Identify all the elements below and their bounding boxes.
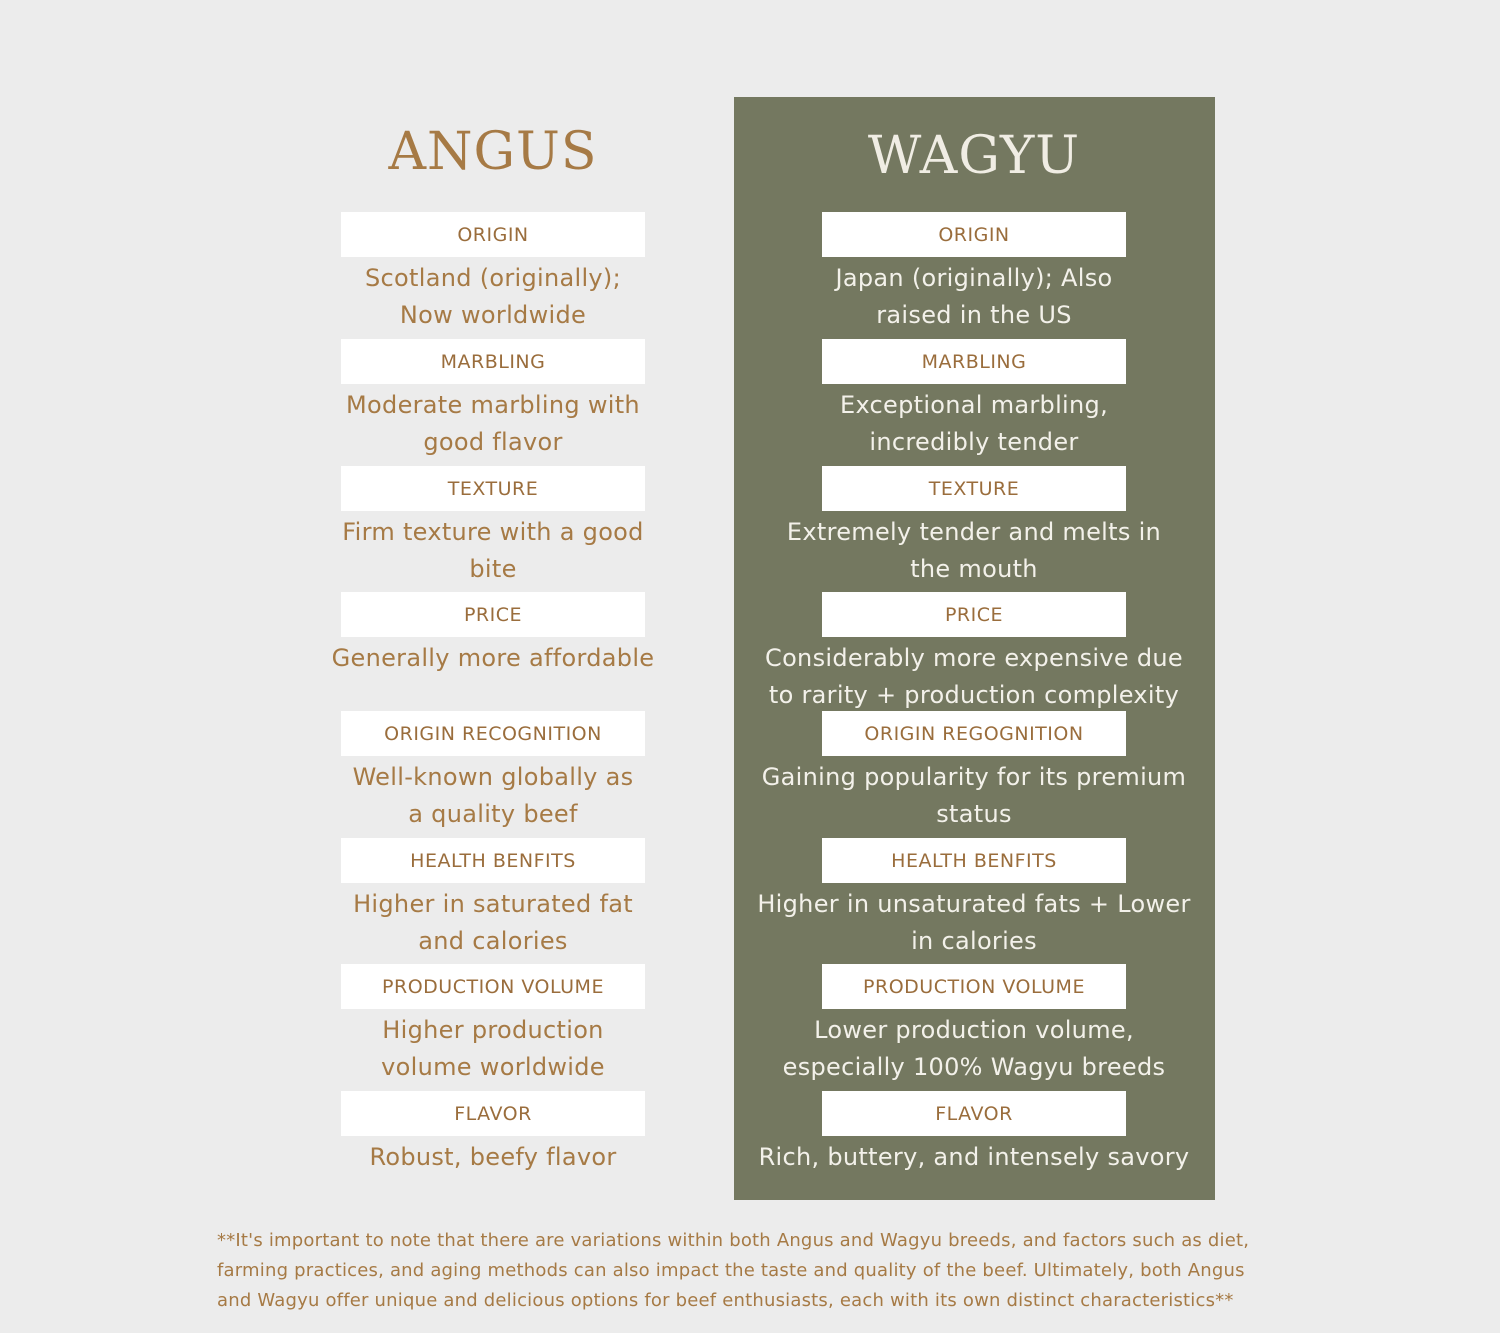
angus-value-marbling bbox=[253, 387, 733, 461]
value-line: Gaining popularity for its premium bbox=[761, 763, 1187, 791]
footnote-line: **It's important to note that there are variations within both Angus and Wagyu breeds, and factors such as diet, bbox=[217, 1230, 1250, 1251]
wagyu-label-origin: ORIGIN bbox=[822, 212, 1126, 257]
angus-value-texture bbox=[253, 514, 733, 588]
value-line: Moderate marbling with bbox=[346, 391, 640, 419]
value-line: Generally more affordable bbox=[331, 644, 655, 672]
wagyu-value-price bbox=[734, 640, 1214, 714]
value-line: in calories bbox=[911, 927, 1037, 955]
wagyu-label-flavor: FLAVOR bbox=[822, 1091, 1126, 1136]
value-line: a quality beef bbox=[408, 800, 578, 828]
footnote-line: farming practices, and aging methods can also impact the taste and quality of the beef. Ultimately, both Angus bbox=[217, 1260, 1245, 1281]
wagyu-label-production-volume: PRODUCTION VOLUME bbox=[822, 964, 1126, 1009]
angus-value-price bbox=[253, 640, 733, 677]
wagyu-label-texture: TEXTURE bbox=[822, 466, 1126, 511]
value-line: status bbox=[936, 800, 1012, 828]
wagyu-title: WAGYU bbox=[867, 126, 1081, 186]
value-line: Well-known globally as bbox=[352, 763, 634, 791]
value-line: Lower production volume, bbox=[814, 1016, 1134, 1044]
wagyu-value-origin bbox=[734, 260, 1214, 334]
angus-value-origin-recognition bbox=[253, 759, 733, 833]
value-line: bite bbox=[469, 555, 517, 583]
value-line: Firm texture with a good bbox=[342, 518, 644, 546]
angus-label-texture: TEXTURE bbox=[341, 466, 645, 511]
value-line: especially 100% Wagyu breeds bbox=[782, 1053, 1166, 1081]
wagyu-value-marbling bbox=[734, 387, 1214, 461]
wagyu-value-flavor bbox=[734, 1139, 1214, 1176]
angus-label-production-volume: PRODUCTION VOLUME bbox=[341, 964, 645, 1009]
wagyu-label-marbling: MARBLING bbox=[822, 339, 1126, 384]
value-line: Higher in unsaturated fats + Lower bbox=[757, 890, 1191, 918]
value-line: Higher production bbox=[382, 1016, 604, 1044]
wagyu-label-price: PRICE bbox=[822, 592, 1126, 637]
value-line: incredibly tender bbox=[869, 428, 1079, 456]
wagyu-label-health-benfits: HEALTH BENFITS bbox=[822, 838, 1126, 883]
wagyu-value-origin-regognition bbox=[734, 759, 1214, 833]
value-line: Robust, beefy flavor bbox=[369, 1143, 617, 1171]
value-line: the mouth bbox=[910, 555, 1038, 583]
value-line: Extremely tender and melts in bbox=[786, 518, 1162, 546]
footnote-line: and Wagyu offer unique and delicious options for beef enthusiasts, each with its own distinct characteristics** bbox=[217, 1290, 1234, 1311]
wagyu-label-origin-regognition: ORIGIN REGOGNITION bbox=[822, 711, 1126, 756]
value-line: Considerably more expensive due bbox=[765, 644, 1183, 672]
angus-value-production-volume bbox=[253, 1012, 733, 1086]
value-line: to rarity + production complexity bbox=[768, 681, 1180, 709]
value-line: Rich, buttery, and intensely savory bbox=[758, 1143, 1190, 1171]
angus-title: ANGUS bbox=[388, 122, 598, 182]
wagyu-value-texture bbox=[734, 514, 1214, 588]
angus-label-origin: ORIGIN bbox=[341, 212, 645, 257]
angus-label-price: PRICE bbox=[341, 592, 645, 637]
value-line: Higher in saturated fat bbox=[353, 890, 633, 918]
angus-label-health-benfits: HEALTH BENFITS bbox=[341, 838, 645, 883]
value-line: raised in the US bbox=[876, 301, 1072, 329]
value-line: Scotland (originally); bbox=[365, 264, 621, 292]
value-line: and calories bbox=[418, 927, 568, 955]
angus-label-flavor: FLAVOR bbox=[341, 1091, 645, 1136]
footnote bbox=[217, 1226, 1297, 1316]
value-line: Japan (originally); Also bbox=[835, 264, 1113, 292]
value-line: volume worldwide bbox=[381, 1053, 605, 1081]
angus-label-origin-recognition: ORIGIN RECOGNITION bbox=[341, 711, 645, 756]
angus-value-health-benfits bbox=[253, 886, 733, 960]
wagyu-value-production-volume bbox=[734, 1012, 1214, 1086]
angus-label-marbling: MARBLING bbox=[341, 339, 645, 384]
angus-value-origin bbox=[253, 260, 733, 334]
value-line: Exceptional marbling, bbox=[839, 391, 1108, 419]
wagyu-value-health-benfits bbox=[734, 886, 1214, 960]
value-line: Now worldwide bbox=[399, 301, 587, 329]
value-line: good flavor bbox=[423, 428, 563, 456]
angus-value-flavor bbox=[253, 1139, 733, 1176]
